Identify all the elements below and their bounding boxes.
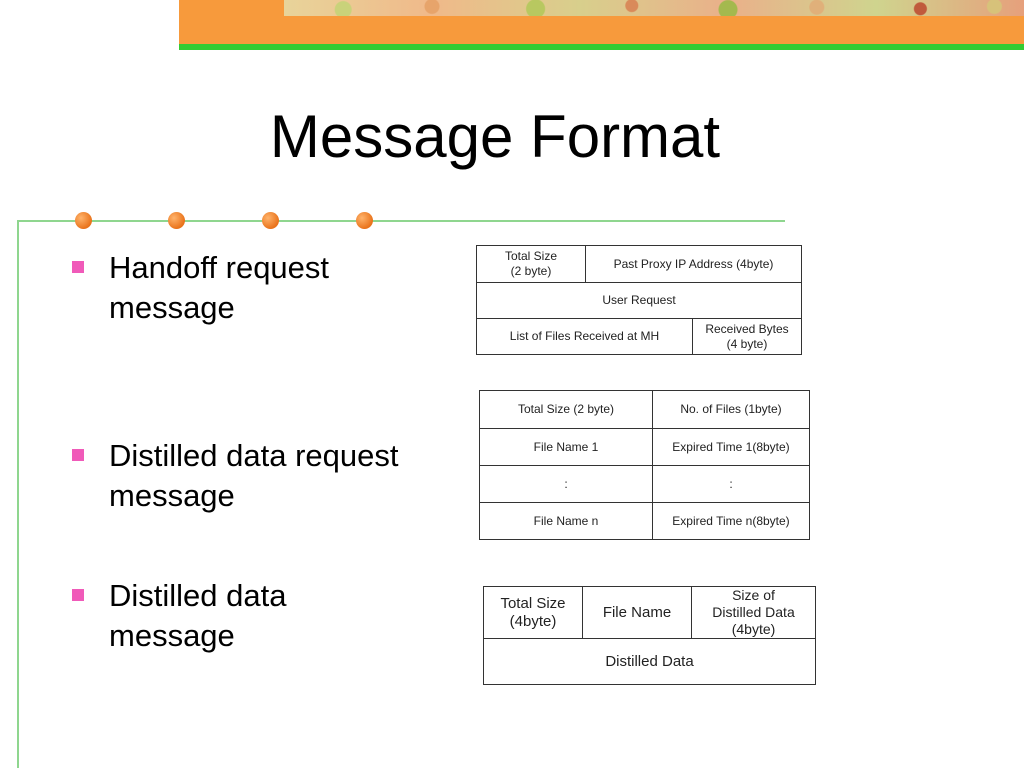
bullet-text: Handoff request message: [109, 250, 330, 325]
handoff-request-table: [476, 245, 802, 355]
bullet-text: Distilled data message: [109, 578, 287, 653]
past-proxy-ip-cell: Past Proxy IP Address (4byte): [586, 246, 802, 283]
bullet-text: Distilled data request message: [109, 438, 399, 513]
ellipsis-cell: :: [480, 466, 653, 503]
total-size-cell: Total Size (2 byte): [477, 246, 586, 283]
bullet-square-icon: [72, 449, 84, 461]
orange-dot-icon: [356, 212, 373, 229]
bullet-square-icon: [72, 589, 84, 601]
banner-orange-bar: [179, 16, 1024, 44]
received-bytes-cell: Received Bytes (4 byte): [693, 319, 802, 355]
orange-dot-icon: [168, 212, 185, 229]
expired-time-n-cell: Expired Time n(8byte): [653, 503, 810, 540]
expired-time-1-cell: Expired Time 1(8byte): [653, 429, 810, 466]
file-name-1-cell: File Name 1: [480, 429, 653, 466]
top-banner: [179, 0, 1024, 44]
left-rule: [17, 220, 19, 768]
files-received-cell: List of Files Received at MH: [477, 319, 693, 355]
total-size-cell: Total Size (2 byte): [480, 391, 653, 429]
orange-dot-icon: [75, 212, 92, 229]
user-request-cell: User Request: [477, 283, 802, 319]
orange-dot-icon: [262, 212, 279, 229]
banner-green-line: [179, 44, 1024, 50]
distilled-size-cell: Size of Distilled Data (4byte): [692, 587, 816, 639]
distilled-request-table: [479, 390, 810, 540]
banner-orange-corner: [179, 0, 284, 16]
slide-title: Message Format: [269, 103, 721, 170]
total-size-cell: Total Size (4byte): [484, 587, 583, 639]
file-name-cell: File Name: [583, 587, 692, 639]
bullet-square-icon: [72, 261, 84, 273]
ellipsis-cell: :: [653, 466, 810, 503]
num-files-cell: No. of Files (1byte): [653, 391, 810, 429]
file-name-n-cell: File Name n: [480, 503, 653, 540]
distilled-data-table: [483, 586, 816, 685]
title-underline: [17, 220, 785, 222]
distilled-data-cell: Distilled Data: [484, 639, 816, 685]
banner-image-strip: [284, 0, 1024, 16]
